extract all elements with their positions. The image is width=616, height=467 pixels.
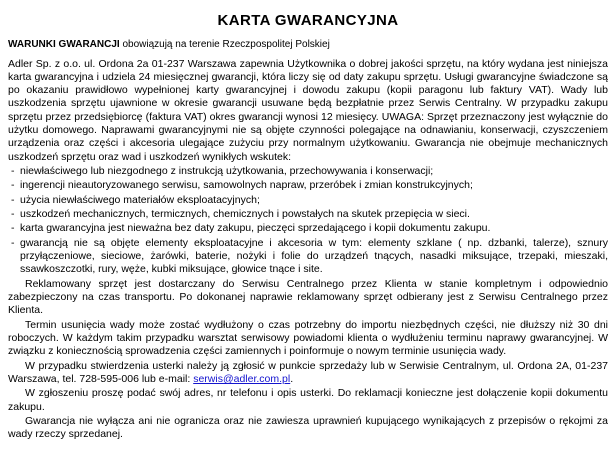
warranty-conditions-label: WARUNKI GWARANCJI: [8, 39, 120, 50]
page-title: KARTA GWARANCYJNA: [217, 12, 399, 29]
intro-paragraph: Adler Sp. z o.o. ul. Ordona 2a 01-237 Warszawa zapewnia Użytkownika o dobrej jakości sprzętu, na który wydana jest niniejsza karta gwarancyjna i udziela 24 miesięcznej gwarancji, która liczy się od daty zakupu sprzętu. Usługi gwarancyjne świadczone są po okazaniu prawidłowo wypełnionej karty gwarancyjnej i dowodu zakupu (kopii paragonu lub faktury VAT). Wady lub uszkodzenia sprzętu ujawnione w okresie gwarancji usuwane będą bezpłatnie przez Serwis Centralny. W przypadku zakupu sprzętu przez przedsiębiorcę (faktura VAT) okres gwarancji wynosi 12 miesięcy. UWAGA: Sprzęt przeznaczony jest wyłącznie do użytku domowego. Naprawami gwarancyjnymi nie są objęte czynności polegające na odnawianiu, konserwacji, czyszczeniem urządzenia oraz części i akcesoria ulegające zużyciu przy normalnym użytkowaniu. Gwarancja nie obejmuje mechanicznych uszkodzeń sprzętu oraz wad i uszkodzeń wynikłych wskutek:: [8, 57, 608, 163]
list-item: - uszkodzeń mechanicznych, termicznych, chemicznych i powstałych na skutek przepięcia w sieci.: [8, 208, 608, 221]
delivery-paragraph: Reklamowany sprzęt jest dostarczany do Serwisu Centralnego przez Klienta w stanie kompletnym i odpowiednio zabezpieczony na czas transportu. Po dokonanej naprawie reklamowany sprzęt odbierany jest z Serwisu Centralnego przez Klienta.: [8, 277, 608, 317]
statutory-rights-paragraph: Gwarancja nie wyłącza ani nie ogranicza oraz nie zawiesza uprawnień kupującego wynikających z przepisów o rękojmi za wady rzeczy sprzedanej.: [8, 415, 608, 441]
warranty-conditions-subtitle: [8, 39, 608, 52]
list-item: - gwarancją nie są objęte elementy eksploatacyjne i akcesoria w tym: elementy szklane ( np. dzbanki, talerze), sznury przyłączeniowe, sieciowe, żarówki, baterie, nożyki i folie do urządzeń tnących, nasadki miksujące, trzepaki, mieszaki, ssawkoszczotki, rury, węże, kubki miksujące, głowice tnące i site.: [8, 237, 608, 277]
exclusions-list: [8, 165, 608, 277]
contact-paragraph: [8, 360, 608, 387]
list-item: - użycia niewłaściwego materiałów eksploatacyjnych;: [8, 194, 608, 207]
list-item: - karta gwarancyjna jest nieważna bez daty zakupu, pieczęci sprzedającego i kopii dokumentu zakupu.: [8, 222, 608, 235]
claim-instructions-paragraph: W zgłoszeniu proszę podać swój adres, nr telefonu i opis usterki. Do reklamacji konieczne jest dołączenie kopii dokumentu zakupu.: [8, 387, 608, 413]
list-item: - niewłaściwego lub niezgodnego z instrukcją użytkowania, przechowywania i konserwacji;: [8, 165, 608, 178]
warranty-conditions-scope: obowiązują na terenie Rzeczpospolitej Polskiej: [119, 39, 330, 50]
service-email-link[interactable]: serwis@adler.com.pl: [193, 373, 291, 386]
list-item: - ingerencji nieautoryzowanego serwisu, samowolnych napraw, przeróbek i zmian konstrukcyjnych;: [8, 179, 608, 192]
repair-term-paragraph: Termin usunięcia wady może zostać wydłużony o czas potrzebny do importu niezbędnych części, nie dłuższy niż 30 dni roboczych. W każdym takim przypadku warsztat serwisowy powiadomi klienta o wydłużeniu terminu naprawy gwarancyjnej. W związku z koniecznością sprowadzenia części zamiennych i poinformuje o nowym terminie usunięcia wady.: [8, 318, 608, 358]
contact-prefix-text: W przypadku stwierdzenia usterki należy ją zgłosić w punkcie sprzedaży lub w Serwisie Centralnym, ul. Ordona 2A, 01-237 Warszawa, tel. 728-595-006 lub e-mail:: [8, 359, 608, 386]
contact-suffix-text: .: [290, 373, 294, 386]
